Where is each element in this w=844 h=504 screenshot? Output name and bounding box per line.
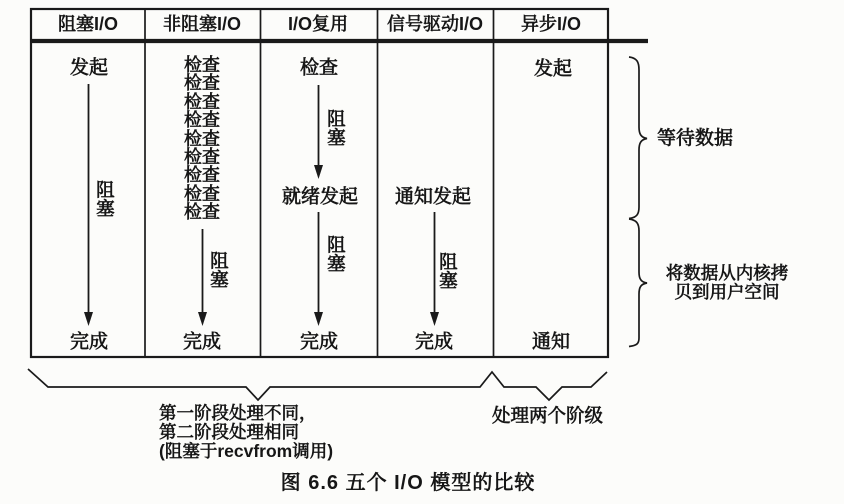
brace-copy-data: [629, 219, 647, 347]
header-async-io: 异步I/O: [520, 14, 582, 35]
copy-data-annotation-line2: 贝到用户空间: [674, 282, 780, 302]
check-label: 检查: [184, 73, 220, 94]
copy-data-annotation-line1: 将数据从内核拷: [665, 263, 789, 283]
wait-for-data-annotation: 等待数据: [657, 128, 734, 149]
blocking-wait-label: 阻塞: [94, 180, 116, 217]
first-phase-line3: (阻塞于recvfrom调用): [159, 440, 334, 461]
check-label: 检查: [184, 128, 220, 149]
blocking-complete-label: 完成: [69, 331, 109, 353]
underbrace-two-phase: [28, 369, 607, 400]
first-phase-annotation: [159, 404, 333, 460]
arrow-io-multiplexing-wait: [314, 85, 323, 179]
async-start-label: 发起: [533, 58, 573, 80]
nonblocking-check-list: [184, 56, 220, 222]
check-label: 检查: [184, 165, 220, 186]
copy-data-annotation: [654, 264, 800, 302]
two-phase-annotation: 处理两个阶级: [492, 405, 604, 426]
blocking-start-label: 发起: [69, 57, 109, 79]
signal-copy-block-label: 阻塞: [437, 252, 459, 289]
header-blocking-io: 阻塞I/O: [57, 14, 119, 35]
nonblocking-wait-label: 阻塞: [208, 251, 230, 288]
check-label: 检查: [184, 202, 220, 223]
figure-caption: 图 6.6 五个 I/O 模型的比较: [280, 472, 536, 494]
multiplexing-copy-block-label: 阻塞: [325, 235, 347, 272]
check-label: 检查: [184, 183, 220, 204]
timeline-arrows: [84, 84, 439, 326]
first-phase-line2: 第二阶段处理相同: [159, 421, 299, 442]
header-signal-driven-io: 信号驱动I/O: [386, 14, 484, 35]
check-label: 检查: [184, 147, 220, 168]
multiplexing-complete-label: 完成: [299, 331, 339, 353]
check-label: 检查: [184, 91, 220, 112]
check-label: 检查: [184, 55, 220, 75]
signal-notify-start-label: 通知发起: [394, 186, 472, 208]
multiplexing-wait-label: 阻塞: [325, 109, 347, 146]
arrow-blocking-io: [84, 84, 93, 326]
arrow-nonblocking-io: [198, 229, 207, 326]
header-io-multiplexing: I/O复用: [287, 14, 349, 35]
multiplexing-check-label: 检查: [299, 57, 339, 79]
signal-complete-label: 完成: [414, 331, 454, 353]
header-nonblocking-io: 非阻塞I/O: [162, 14, 242, 35]
multiplexing-ready-label: 就绪发起: [281, 186, 359, 208]
first-phase-line1: 第一阶段处理不同，: [159, 403, 317, 423]
async-notify-label: 通知: [531, 331, 571, 353]
nonblocking-complete-label: 完成: [182, 331, 222, 353]
arrow-io-multiplexing-copy: [314, 212, 323, 326]
check-label: 检查: [184, 110, 220, 131]
brace-wait-for-data: [629, 57, 647, 219]
